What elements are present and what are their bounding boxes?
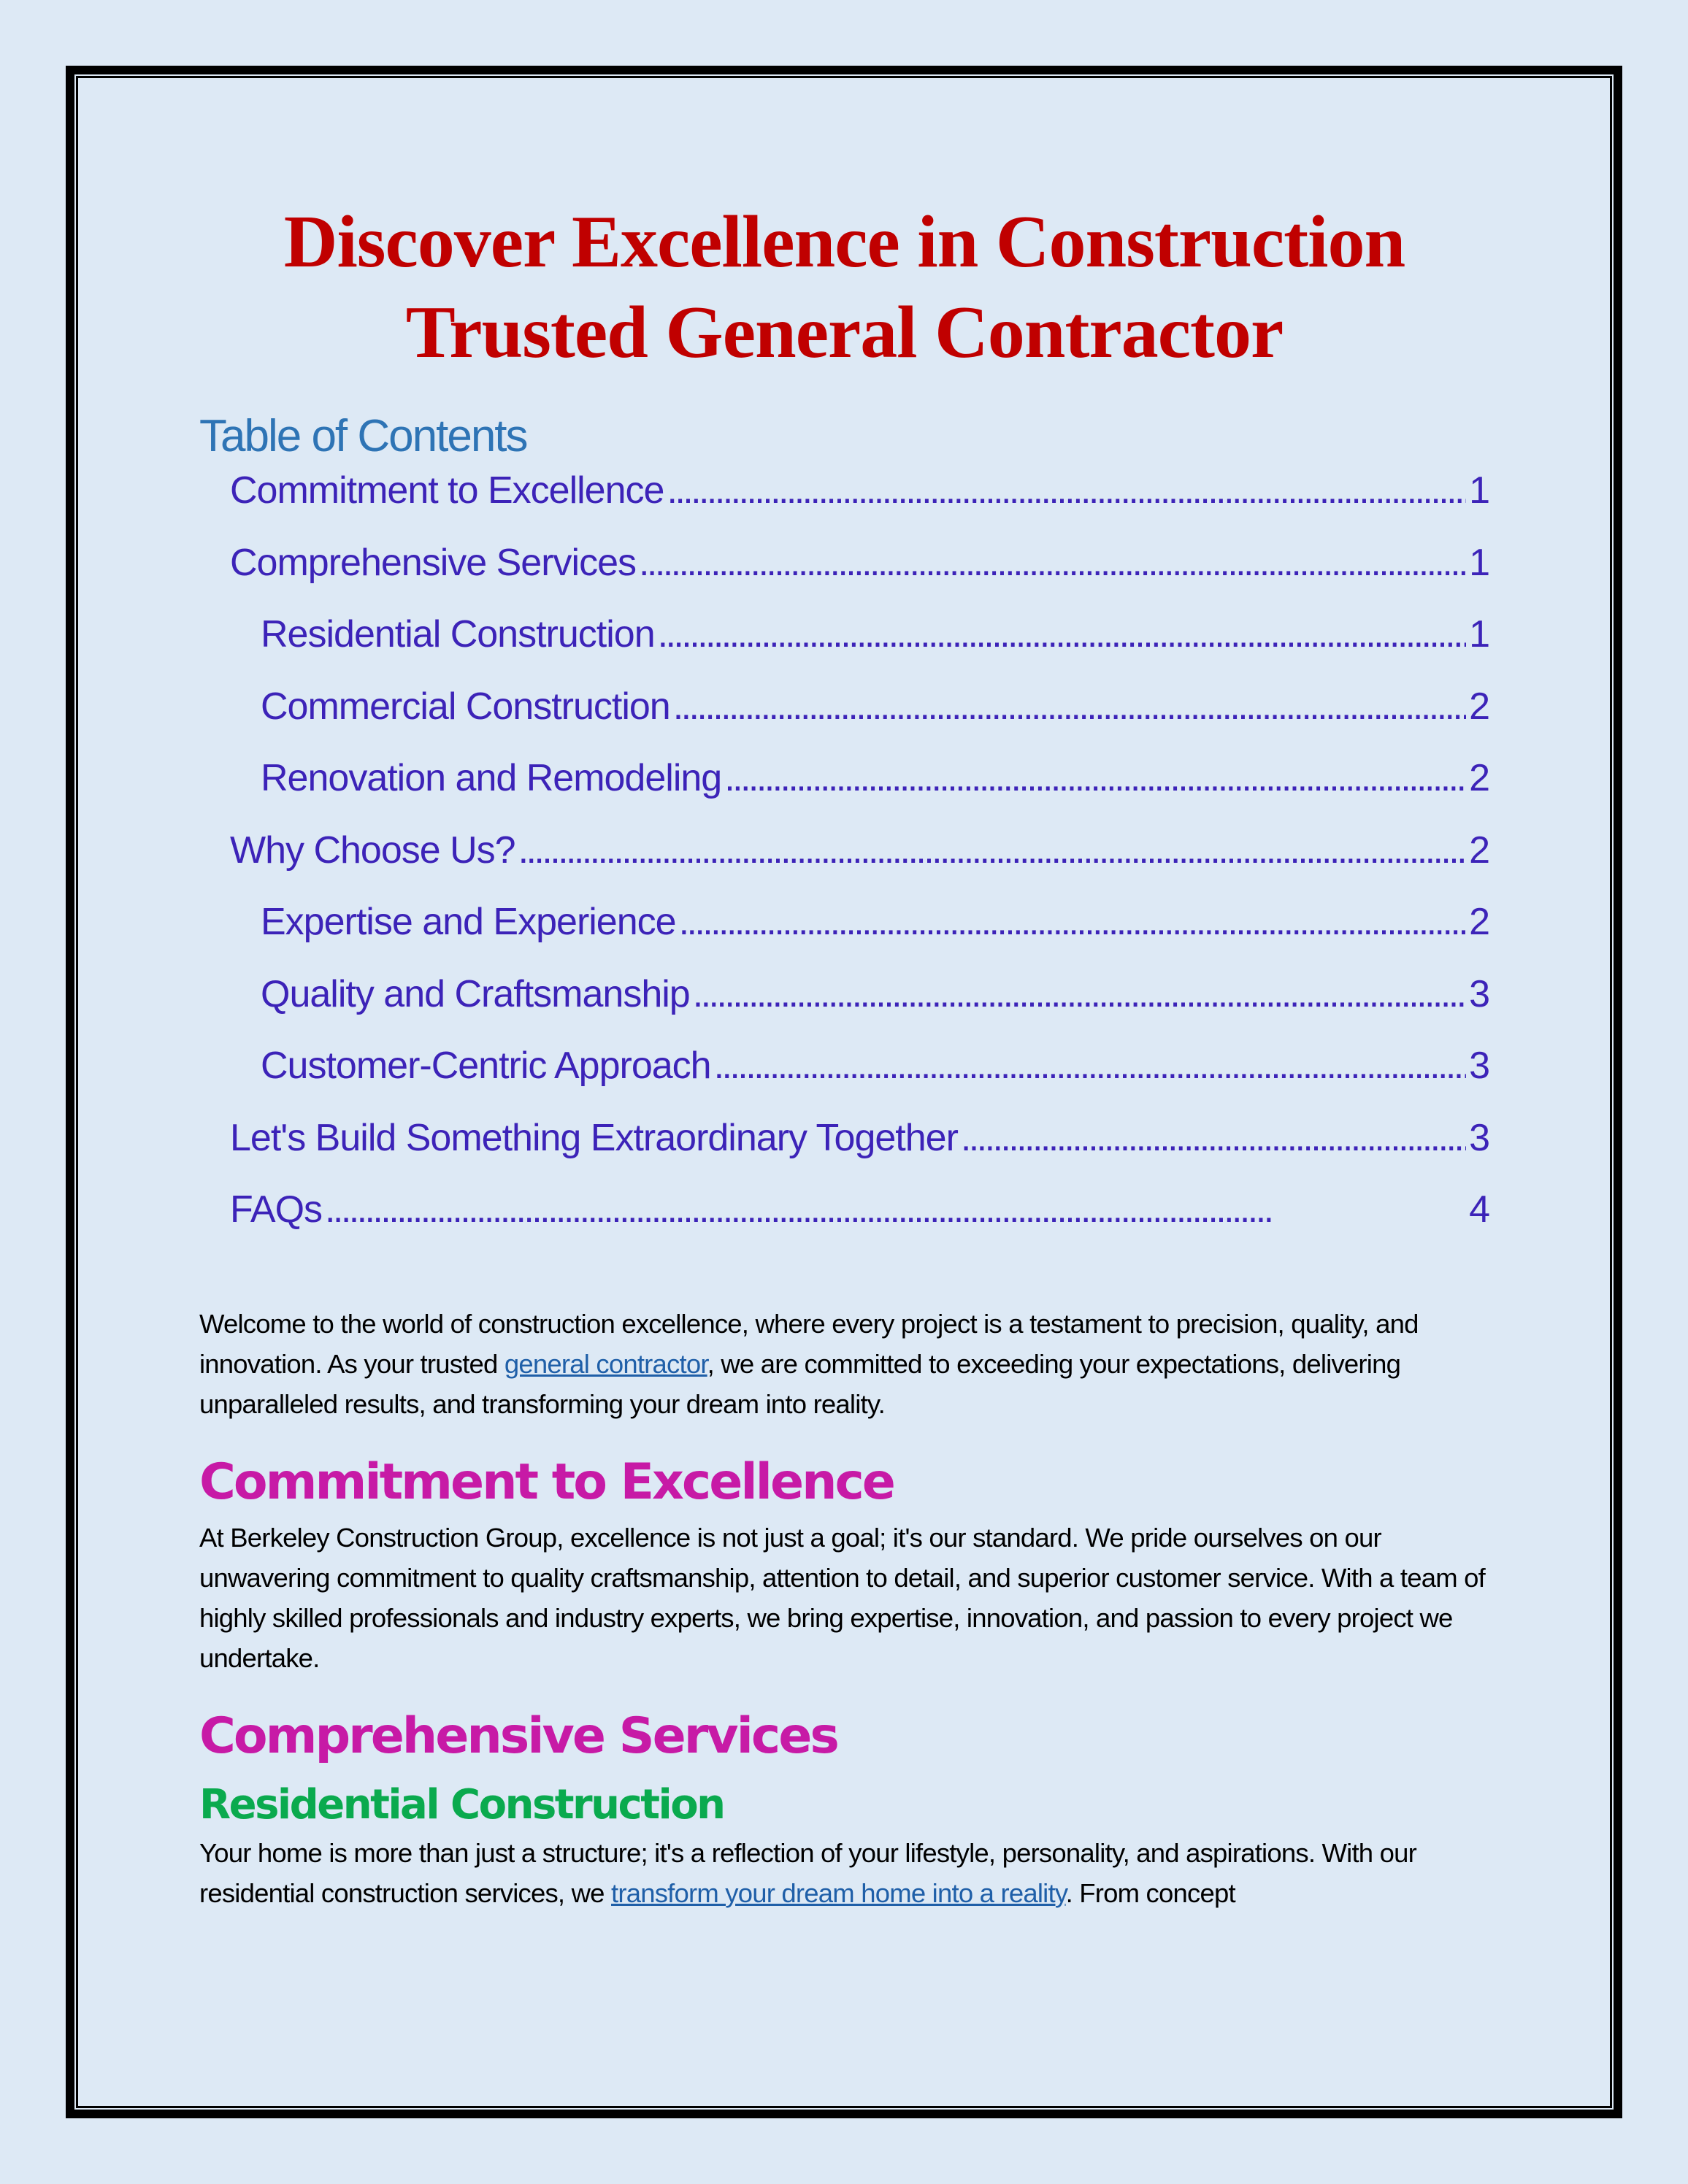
toc-entry-label: Comprehensive Services [230,541,637,584]
intro-text-before-link: Welcome to the world of construction excellence, where every project is a testament to precision, quality, and innovation. As your trusted [199,1308,1419,1379]
toc-page-number: 3 [1469,972,1489,1015]
toc-entry-label: Let's Build Something Extraordinary Together [230,1116,958,1159]
toc-page-number: 1 [1469,469,1489,512]
toc-page-number: 4 [1469,1188,1489,1231]
document-page [199,197,1489,1913]
general-contractor-link[interactable]: general contractor [504,1348,707,1379]
toc-entry-why-choose-us[interactable] [199,828,1489,901]
toc-entry-label: Residential Construction [261,613,655,655]
toc-dot-leader [714,1044,1466,1088]
residential-paragraph [199,1833,1489,1913]
toc-entry-comprehensive-services[interactable] [199,541,1489,613]
toc-page-number: 1 [1469,541,1489,584]
commitment-paragraph: At Berkeley Construction Group, excellence is not just a goal; it's our standard. We pride ourselves on our unwavering commitment to quality craftsmanship, attention to detail, and superior customer service. With a team of highly skilled professionals and industry experts, we bring expertise, innovation, and passion to every project we undertake. [199,1522,1485,1673]
toc-dot-leader [639,541,1466,585]
toc-entry-label: Expertise and Experience [261,901,676,943]
toc-entry-residential-construction[interactable] [199,612,1489,685]
table-of-contents [199,469,1489,1260]
toc-page-number: 3 [1469,1045,1489,1087]
heading-commitment-to-excellence: Commitment to Excellence [199,1453,894,1511]
toc-dot-leader [658,612,1466,656]
document-title [199,197,1489,378]
heading-comprehensive-services: Comprehensive Services [199,1707,837,1765]
title-line-1: Discover Excellence in Construction [283,201,1405,283]
toc-entry-commitment-to-excellence[interactable] [199,469,1489,541]
toc-dot-leader [724,756,1466,800]
toc-entry-faqs[interactable] [199,1188,1489,1260]
toc-dot-leader [673,685,1466,728]
toc-page-number: 2 [1469,685,1489,728]
title-line-2: Trusted General Contractor [405,291,1284,374]
intro-paragraph [199,1304,1489,1424]
toc-entry-quality-and-craftsmanship[interactable] [199,972,1489,1045]
toc-entry-label: Why Choose Us? [230,828,515,872]
toc-page-number: 2 [1469,757,1489,799]
toc-dot-leader [325,1188,1466,1231]
toc-dot-leader [667,469,1466,512]
toc-page-number: 2 [1469,828,1489,872]
toc-dot-leader [518,828,1466,872]
intro-text-after-link: , we are committed to exceeding your expectations, delivering unparalleled results, and transforming your dream into reality. [199,1348,1401,1419]
toc-entry-commercial-construction[interactable] [199,685,1489,757]
heading-residential-construction: Residential Construction [199,1780,724,1829]
toc-dot-leader [679,900,1467,944]
toc-page-number: 2 [1469,901,1489,943]
toc-entry-label: Commercial Construction [261,685,670,728]
toc-entry-label: Customer-Centric Approach [261,1045,711,1087]
toc-dot-leader [961,1116,1466,1160]
toc-entry-label: Renovation and Remodeling [261,757,722,799]
toc-entry-label: Commitment to Excellence [230,469,664,512]
toc-entry-label: Quality and Craftsmanship [261,972,690,1015]
toc-entry-customer-centric-approach[interactable] [199,1044,1489,1116]
toc-dot-leader [693,972,1466,1016]
toc-entry-lets-build-something[interactable] [199,1116,1489,1188]
toc-heading: Table of Contents [199,411,527,461]
toc-entry-label: FAQs [230,1188,323,1231]
toc-entry-renovation-and-remodeling[interactable] [199,756,1489,828]
toc-page-number: 1 [1469,613,1489,655]
toc-entry-expertise-and-experience[interactable] [199,900,1489,972]
toc-page-number: 3 [1469,1116,1489,1159]
dream-home-link[interactable]: transform your dream home into a reality [611,1877,1066,1908]
residential-text-before-link: Your home is more than just a structure; it's a reflection of your lifestyle, personality, and aspirations. With our residential construction services, we [199,1837,1416,1908]
residential-text-after-link: . From concept [1065,1877,1235,1908]
